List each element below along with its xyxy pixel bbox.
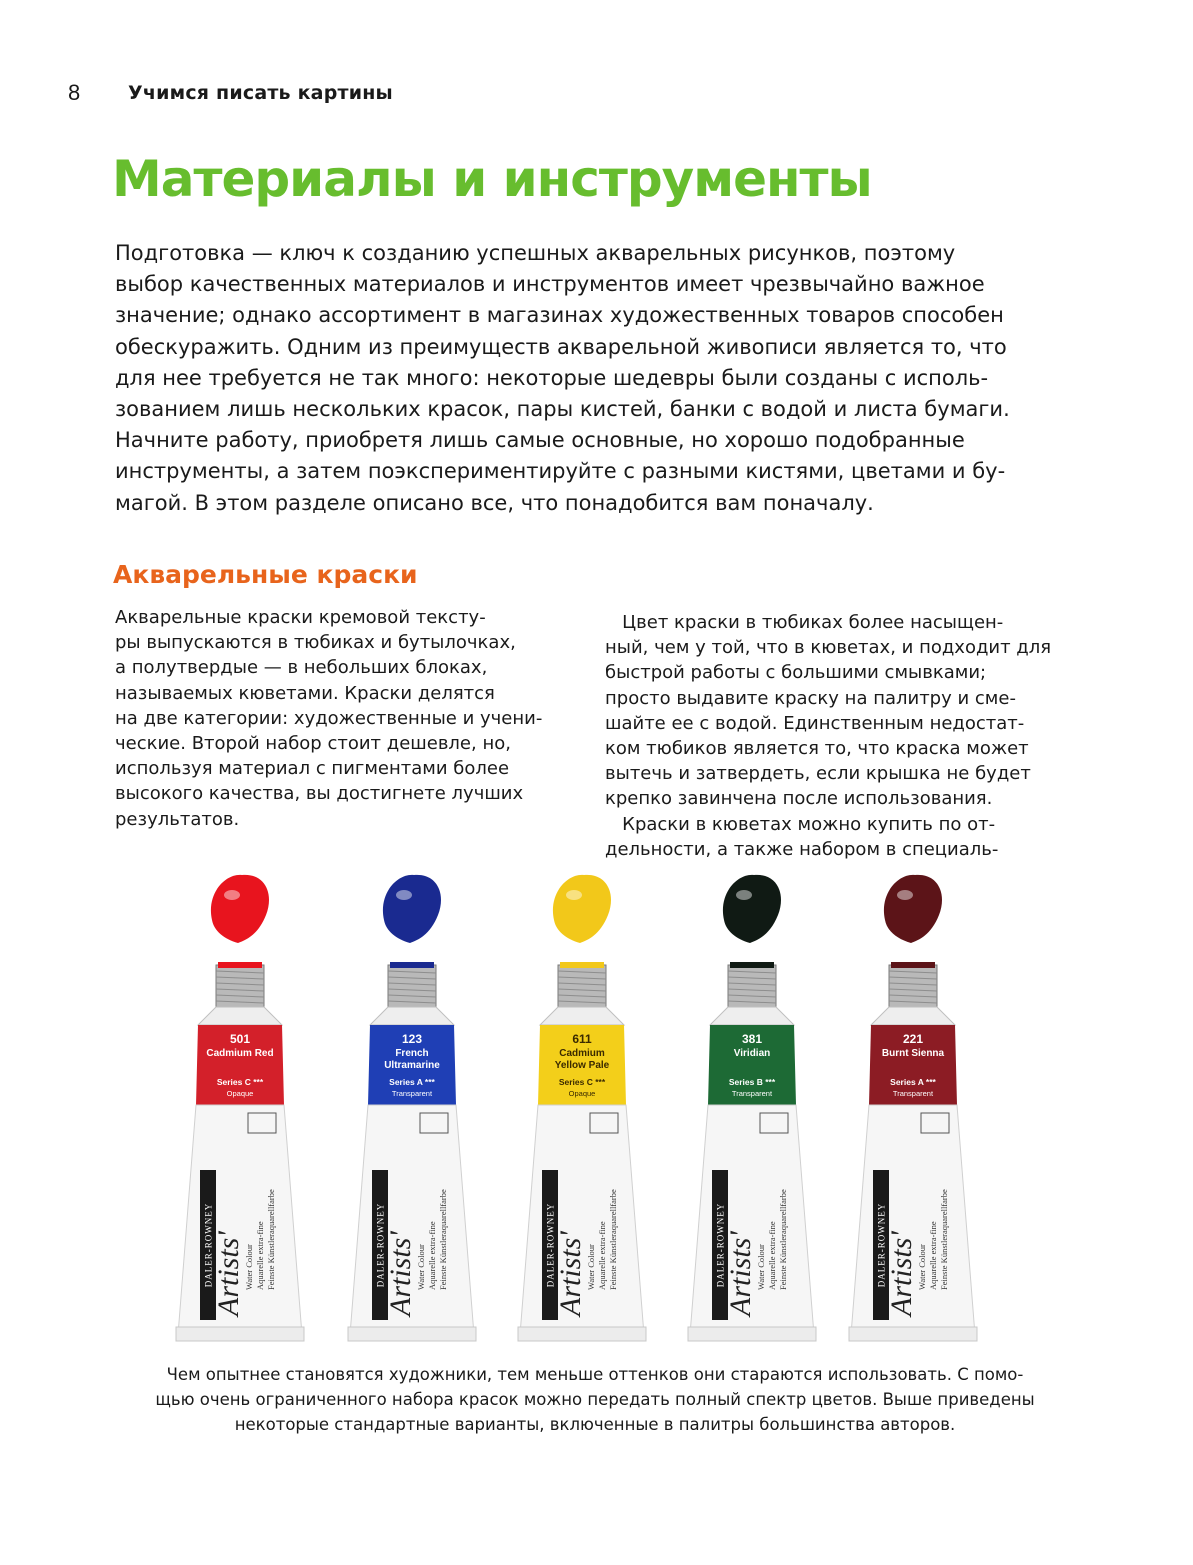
caption-line: Чем опытнее становятся художники, тем меньше оттенков они стараются использовать. С помо- [166, 1365, 1024, 1384]
paint-highlight [736, 890, 752, 900]
tube-series: Series C *** [216, 1077, 264, 1087]
tube-color-name: Ultramarine [384, 1060, 440, 1071]
tube-line-name: Artists' [384, 1231, 417, 1316]
column-line: шайте ее с водой. Единственным недостат- [605, 712, 1025, 734]
tube-number: 381 [741, 1032, 763, 1046]
tube-desc: Feinste Künstleraquarellfarbe [778, 1189, 788, 1290]
column-line: Цвет краски в тюбиках более насыщен- [605, 612, 1004, 633]
tube-crimp [176, 1327, 304, 1341]
tube-crimp [688, 1327, 816, 1341]
tube-number: 123 [401, 1032, 423, 1046]
tube-desc: Water Colour [756, 1244, 766, 1290]
tube-number: 221 [902, 1032, 924, 1046]
tube-opening [891, 962, 935, 968]
tube-shoulder [370, 1007, 454, 1025]
paint-tube [176, 875, 304, 1341]
column-line: результатов. [115, 808, 240, 830]
tube-desc: Aquarelle extra-fine [928, 1221, 938, 1290]
tube-crimp [849, 1327, 977, 1341]
tube-desc: Water Colour [917, 1244, 927, 1290]
paint-blob [211, 875, 269, 943]
tube-color-name: Cadmium Red [206, 1048, 274, 1059]
tube-desc: Aquarelle extra-fine [427, 1221, 437, 1290]
tube-series: Series C *** [558, 1077, 606, 1087]
tube-series: Series B *** [728, 1077, 776, 1087]
tube-desc: Water Colour [586, 1244, 596, 1290]
paint-tube [518, 875, 646, 1341]
tube-opening [560, 962, 604, 968]
tube-number: 501 [229, 1032, 251, 1046]
column-line: Акварельные краски кремовой тексту- [115, 607, 486, 628]
tube-desc: Water Colour [416, 1244, 426, 1290]
tube-brand: DALER-ROWNEY [375, 1202, 386, 1288]
paint-tubes-figure [150, 865, 1050, 1345]
tube-shoulder [540, 1007, 624, 1025]
page-title: Материалы и инструменты [112, 150, 872, 208]
column-line: ческие. Второй набор стоит дешевле, но, [115, 733, 511, 755]
page-number: 8 [68, 80, 81, 105]
tube-opacity: Opaque [226, 1089, 254, 1098]
tube-opening [390, 962, 434, 968]
tube-brand: DALER-ROWNEY [876, 1202, 887, 1288]
tube-color-name: Burnt Sienna [881, 1048, 945, 1059]
tube-desc: Water Colour [244, 1244, 254, 1290]
intro-line: выбор качественных материалов и инструментов имеет чрезвычайно важное [115, 272, 985, 297]
intro-line: обескуражить. Одним из преимуществ акварельной живописи является то, что [115, 334, 1007, 359]
paint-blob [723, 875, 781, 943]
intro-line: Подготовка — ключ к созданию успешных акварельных рисунков, поэтому [115, 241, 956, 265]
tube-opening [218, 962, 262, 968]
column-line: ный, чем у той, что в кюветах, и подходит для [605, 637, 1052, 659]
section-title: Акварельные краски [113, 560, 418, 589]
tube-line-name: Artists' [554, 1231, 587, 1316]
column-line: крепко завинчена после использования. [605, 788, 993, 810]
paint-tube [849, 875, 977, 1341]
tube-desc: Aquarelle extra-fine [597, 1221, 607, 1290]
column-line: называемых кюветами. Краски делятся [115, 682, 495, 704]
column-line: ком тюбиков является то, что краска может [605, 738, 1029, 760]
left-column [115, 605, 585, 832]
column-line: просто выдавите краску на палитру и сме- [605, 687, 1016, 709]
tube-color-name: Yellow Pale [554, 1060, 610, 1071]
tube-line-name: Artists' [724, 1231, 757, 1316]
intro-line: для нее требуется не так много: некоторые шедевры были созданы с исполь- [115, 365, 989, 390]
tube-line-name: Artists' [212, 1231, 245, 1316]
paint-blob [884, 875, 942, 943]
tube-opacity: Transparent [892, 1089, 934, 1098]
intro-paragraph [115, 238, 1105, 519]
tube-color-name: French [395, 1048, 429, 1059]
running-title: Учимся писать картины [128, 82, 393, 104]
tube-series: Series A *** [389, 1077, 435, 1087]
tube-desc: Feinste Künstleraquarellfarbe [608, 1189, 618, 1290]
tube-opacity: Transparent [731, 1089, 773, 1098]
column-line: быстрой работы с большими смывками; [605, 662, 987, 684]
column-line: Краски в кюветах можно купить по от- [605, 813, 996, 835]
column-line: ры выпускаются в тюбиках и бутылочках, [115, 632, 516, 654]
tube-shoulder [198, 1007, 282, 1025]
paint-tube [348, 875, 476, 1341]
tube-series: Series A *** [890, 1077, 936, 1087]
tube-color-name: Viridian [733, 1048, 771, 1059]
tube-crimp [518, 1327, 646, 1341]
paint-highlight [224, 890, 240, 900]
intro-line: магой. В этом разделе описано все, что понадобится вам поначалу. [115, 490, 874, 515]
column-line: вытечь и затвердеть, если крышка не будет [605, 763, 1031, 785]
paint-tube [688, 875, 816, 1341]
tube-desc: Feinste Künstleraquarellfarbe [266, 1189, 276, 1290]
intro-line: Начните работу, приобретя лишь самые основные, но хорошо подобранные [115, 428, 965, 453]
intro-line: инструменты, а затем поэкспериментируйте с разными кистями, цветами и бу- [115, 459, 1006, 484]
right-column [605, 610, 1075, 862]
figure-caption [100, 1362, 1090, 1437]
tube-desc: Aquarelle extra-fine [767, 1221, 777, 1290]
tube-brand: DALER-ROWNEY [545, 1202, 556, 1288]
paint-tubes-illustration [150, 865, 1050, 1345]
paint-highlight [566, 890, 582, 900]
tube-brand: DALER-ROWNEY [715, 1202, 726, 1288]
paint-highlight [897, 890, 913, 900]
tube-opacity: Opaque [568, 1089, 596, 1098]
tube-brand: DALER-ROWNEY [203, 1202, 214, 1288]
tube-desc: Feinste Künstleraquarellfarbe [939, 1189, 949, 1290]
intro-line: зованием лишь нескольких красок, пары кистей, банки с водой и листа бумаги. [115, 397, 1010, 422]
paint-highlight [396, 890, 412, 900]
column-line: используя материал с пигментами более [115, 758, 510, 780]
tube-desc: Feinste Künstleraquarellfarbe [438, 1189, 448, 1290]
tube-desc: Aquarelle extra-fine [255, 1221, 265, 1290]
paint-blob [383, 875, 441, 943]
tube-opacity: Transparent [391, 1089, 433, 1098]
caption-line: некоторые стандартные варианты, включенные в палитры большинства авторов. [234, 1415, 956, 1434]
tube-shoulder [871, 1007, 955, 1025]
tube-number: 611 [572, 1032, 592, 1046]
paint-blob [553, 875, 611, 943]
column-line: на две категории: художественные и учени- [115, 707, 543, 729]
column-line: дельности, а также набором в специаль- [605, 838, 999, 860]
column-line: высокого качества, вы достигнете лучших [115, 783, 524, 805]
tube-shoulder [710, 1007, 794, 1025]
column-line: а полутвердые — в небольших блоках, [115, 657, 488, 679]
tube-crimp [348, 1327, 476, 1341]
tube-line-name: Artists' [885, 1231, 918, 1316]
caption-line: щью очень ограниченного набора красок можно передать полный спектр цветов. Выше приведены [155, 1390, 1035, 1409]
intro-line: значение; однако ассортимент в магазинах художественных товаров способен [115, 303, 1004, 328]
tube-opening [730, 962, 774, 968]
tube-color-name: Cadmium [559, 1048, 605, 1059]
